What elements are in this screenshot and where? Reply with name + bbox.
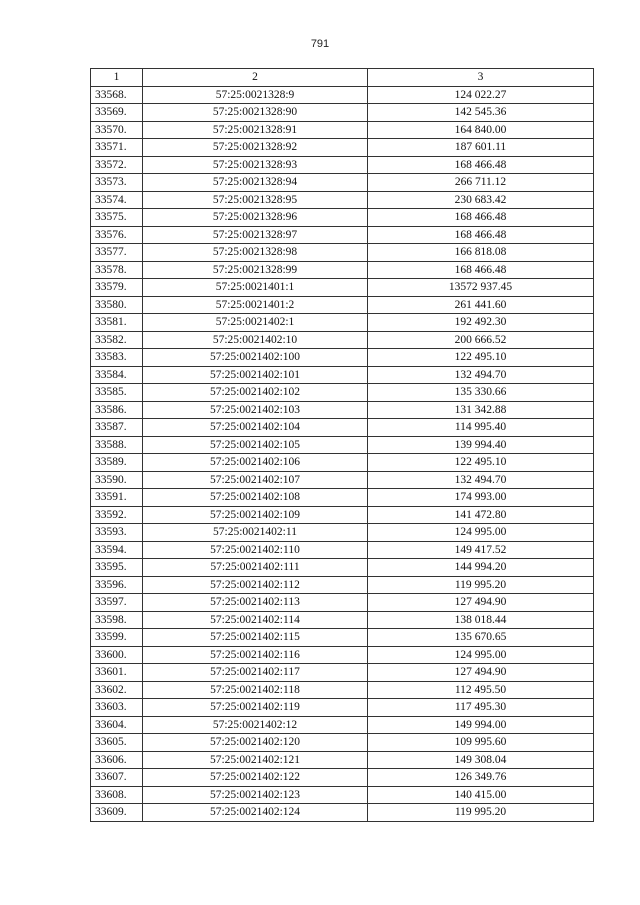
table-row xyxy=(91,576,594,594)
cadastral-value: 168 466.48 xyxy=(368,156,594,174)
table-row xyxy=(91,716,594,734)
cadastral-value: 141 472.80 xyxy=(368,506,594,524)
cadastral-value: 124 995.00 xyxy=(368,524,594,542)
row-number: 33572. xyxy=(91,156,143,174)
cadastral-number: 57:25:0021328:96 xyxy=(143,209,368,227)
row-number: 33569. xyxy=(91,104,143,122)
table-row xyxy=(91,226,594,244)
cadastral-number: 57:25:0021402:110 xyxy=(143,541,368,559)
row-number: 33598. xyxy=(91,611,143,629)
cadastral-number: 57:25:0021402:124 xyxy=(143,804,368,822)
cadastral-value: 131 342.88 xyxy=(368,401,594,419)
cadastral-value: 192 492.30 xyxy=(368,314,594,332)
table-row xyxy=(91,121,594,139)
row-number: 33577. xyxy=(91,244,143,262)
row-number: 33592. xyxy=(91,506,143,524)
cadastral-number: 57:25:0021402:109 xyxy=(143,506,368,524)
cadastral-value: 168 466.48 xyxy=(368,261,594,279)
table-row xyxy=(91,664,594,682)
cadastral-number: 57:25:0021402:103 xyxy=(143,401,368,419)
row-number: 33580. xyxy=(91,296,143,314)
table-row xyxy=(91,524,594,542)
cadastral-number: 57:25:0021401:1 xyxy=(143,279,368,297)
row-number: 33601. xyxy=(91,664,143,682)
cadastral-number: 57:25:0021402:115 xyxy=(143,629,368,647)
row-number: 33579. xyxy=(91,279,143,297)
table-row xyxy=(91,86,594,104)
cadastral-number: 57:25:0021402:114 xyxy=(143,611,368,629)
cadastral-value: 135 670.65 xyxy=(368,629,594,647)
row-number: 33603. xyxy=(91,699,143,717)
row-number: 33589. xyxy=(91,454,143,472)
cadastral-number: 57:25:0021402:122 xyxy=(143,769,368,787)
cadastral-number: 57:25:0021328:99 xyxy=(143,261,368,279)
cadastral-number: 57:25:0021328:98 xyxy=(143,244,368,262)
cadastral-number: 57:25:0021402:112 xyxy=(143,576,368,594)
cadastral-value: 126 349.76 xyxy=(368,769,594,787)
cadastral-value: 124 022.27 xyxy=(368,86,594,104)
cadastral-value: 139 994.40 xyxy=(368,436,594,454)
table-row xyxy=(91,261,594,279)
table-row xyxy=(91,244,594,262)
cadastral-value: 230 683.42 xyxy=(368,191,594,209)
cadastral-number: 57:25:0021328:93 xyxy=(143,156,368,174)
row-number: 33596. xyxy=(91,576,143,594)
row-number: 33594. xyxy=(91,541,143,559)
cadastral-value: 149 417.52 xyxy=(368,541,594,559)
row-number: 33584. xyxy=(91,366,143,384)
row-number: 33605. xyxy=(91,734,143,752)
cadastral-number: 57:25:0021402:113 xyxy=(143,594,368,612)
table-row xyxy=(91,156,594,174)
table-row xyxy=(91,786,594,804)
table-row xyxy=(91,646,594,664)
table-row xyxy=(91,506,594,524)
cadastral-number: 57:25:0021402:12 xyxy=(143,716,368,734)
cadastral-number: 57:25:0021402:117 xyxy=(143,664,368,682)
table-row xyxy=(91,454,594,472)
row-number: 33608. xyxy=(91,786,143,804)
cadastral-number: 57:25:0021328:91 xyxy=(143,121,368,139)
cadastral-number: 57:25:0021328:9 xyxy=(143,86,368,104)
cadastral-number: 57:25:0021402:1 xyxy=(143,314,368,332)
cadastral-number: 57:25:0021402:104 xyxy=(143,419,368,437)
cadastral-value: 200 666.52 xyxy=(368,331,594,349)
row-number: 33591. xyxy=(91,489,143,507)
cadastral-value: 168 466.48 xyxy=(368,209,594,227)
cadastral-value-table xyxy=(90,68,594,822)
table-row xyxy=(91,489,594,507)
cadastral-number: 57:25:0021402:119 xyxy=(143,699,368,717)
cadastral-value: 261 441.60 xyxy=(368,296,594,314)
row-number: 33576. xyxy=(91,226,143,244)
row-number: 33568. xyxy=(91,86,143,104)
row-number: 33578. xyxy=(91,261,143,279)
row-number: 33595. xyxy=(91,559,143,577)
page-number: 791 xyxy=(310,38,330,50)
row-number: 33607. xyxy=(91,769,143,787)
table-row xyxy=(91,734,594,752)
row-number: 33587. xyxy=(91,419,143,437)
cadastral-number: 57:25:0021402:101 xyxy=(143,366,368,384)
table-row xyxy=(91,174,594,192)
table-row xyxy=(91,751,594,769)
table-row xyxy=(91,366,594,384)
row-number: 33575. xyxy=(91,209,143,227)
cadastral-value: 166 818.08 xyxy=(368,244,594,262)
cadastral-value: 144 994.20 xyxy=(368,559,594,577)
row-number: 33609. xyxy=(91,804,143,822)
cadastral-value: 164 840.00 xyxy=(368,121,594,139)
cadastral-value: 112 495.50 xyxy=(368,681,594,699)
table-row xyxy=(91,611,594,629)
cadastral-number: 57:25:0021402:120 xyxy=(143,734,368,752)
cadastral-number: 57:25:0021328:90 xyxy=(143,104,368,122)
cadastral-number: 57:25:0021402:11 xyxy=(143,524,368,542)
cadastral-number: 57:25:0021402:106 xyxy=(143,454,368,472)
cadastral-number: 57:25:0021402:105 xyxy=(143,436,368,454)
row-number: 33600. xyxy=(91,646,143,664)
cadastral-number: 57:25:0021401:2 xyxy=(143,296,368,314)
table-row xyxy=(91,559,594,577)
row-number: 33590. xyxy=(91,471,143,489)
table-row xyxy=(91,629,594,647)
table-row xyxy=(91,419,594,437)
row-number: 33586. xyxy=(91,401,143,419)
row-number: 33571. xyxy=(91,139,143,157)
table-row xyxy=(91,699,594,717)
table-body xyxy=(91,86,594,821)
cadastral-number: 57:25:0021328:97 xyxy=(143,226,368,244)
row-number: 33593. xyxy=(91,524,143,542)
table-row xyxy=(91,384,594,402)
table-row xyxy=(91,471,594,489)
cadastral-value: 142 545.36 xyxy=(368,104,594,122)
row-number: 33604. xyxy=(91,716,143,734)
cadastral-number: 57:25:0021402:121 xyxy=(143,751,368,769)
row-number: 33602. xyxy=(91,681,143,699)
header-row xyxy=(91,69,594,87)
cadastral-value: 187 601.11 xyxy=(368,139,594,157)
column-header-1: 1 xyxy=(91,69,143,87)
cadastral-number: 57:25:0021328:95 xyxy=(143,191,368,209)
table-row xyxy=(91,681,594,699)
table-row xyxy=(91,541,594,559)
column-header-3: 3 xyxy=(368,69,594,87)
table-row xyxy=(91,296,594,314)
row-number: 33583. xyxy=(91,349,143,367)
row-number: 33573. xyxy=(91,174,143,192)
cadastral-value: 114 995.40 xyxy=(368,419,594,437)
row-number: 33574. xyxy=(91,191,143,209)
cadastral-value: 132 494.70 xyxy=(368,366,594,384)
table-row xyxy=(91,331,594,349)
table-row xyxy=(91,209,594,227)
cadastral-number: 57:25:0021402:107 xyxy=(143,471,368,489)
cadastral-number: 57:25:0021402:108 xyxy=(143,489,368,507)
cadastral-value: 132 494.70 xyxy=(368,471,594,489)
cadastral-value: 140 415.00 xyxy=(368,786,594,804)
column-header-2: 2 xyxy=(143,69,368,87)
cadastral-value: 119 995.20 xyxy=(368,576,594,594)
cadastral-number: 57:25:0021402:111 xyxy=(143,559,368,577)
cadastral-value: 119 995.20 xyxy=(368,804,594,822)
row-number: 33599. xyxy=(91,629,143,647)
table-row xyxy=(91,279,594,297)
cadastral-value: 266 711.12 xyxy=(368,174,594,192)
row-number: 33597. xyxy=(91,594,143,612)
table-header xyxy=(91,69,594,87)
cadastral-value: 122 495.10 xyxy=(368,454,594,472)
cadastral-value: 135 330.66 xyxy=(368,384,594,402)
cadastral-number: 57:25:0021402:100 xyxy=(143,349,368,367)
row-number: 33570. xyxy=(91,121,143,139)
cadastral-value: 122 495.10 xyxy=(368,349,594,367)
cadastral-value: 109 995.60 xyxy=(368,734,594,752)
cadastral-number: 57:25:0021402:118 xyxy=(143,681,368,699)
table-row xyxy=(91,401,594,419)
cadastral-number: 57:25:0021402:116 xyxy=(143,646,368,664)
table-row xyxy=(91,139,594,157)
row-number: 33585. xyxy=(91,384,143,402)
cadastral-value: 13572 937.45 xyxy=(368,279,594,297)
table-row xyxy=(91,436,594,454)
cadastral-value: 138 018.44 xyxy=(368,611,594,629)
row-number: 33588. xyxy=(91,436,143,454)
table-row xyxy=(91,104,594,122)
cadastral-value: 117 495.30 xyxy=(368,699,594,717)
cadastral-number: 57:25:0021328:92 xyxy=(143,139,368,157)
row-number: 33606. xyxy=(91,751,143,769)
cadastral-number: 57:25:0021402:123 xyxy=(143,786,368,804)
table-row xyxy=(91,594,594,612)
cadastral-value: 127 494.90 xyxy=(368,664,594,682)
row-number: 33582. xyxy=(91,331,143,349)
cadastral-value: 168 466.48 xyxy=(368,226,594,244)
cadastral-number: 57:25:0021402:10 xyxy=(143,331,368,349)
cadastral-value: 127 494.90 xyxy=(368,594,594,612)
table-row xyxy=(91,314,594,332)
table-row xyxy=(91,804,594,822)
table-row xyxy=(91,349,594,367)
cadastral-number: 57:25:0021402:102 xyxy=(143,384,368,402)
cadastral-number: 57:25:0021328:94 xyxy=(143,174,368,192)
table-row xyxy=(91,769,594,787)
cadastral-value: 174 993.00 xyxy=(368,489,594,507)
table-row xyxy=(91,191,594,209)
cadastral-value: 149 308.04 xyxy=(368,751,594,769)
cadastral-value: 149 994.00 xyxy=(368,716,594,734)
row-number: 33581. xyxy=(91,314,143,332)
cadastral-value: 124 995.00 xyxy=(368,646,594,664)
